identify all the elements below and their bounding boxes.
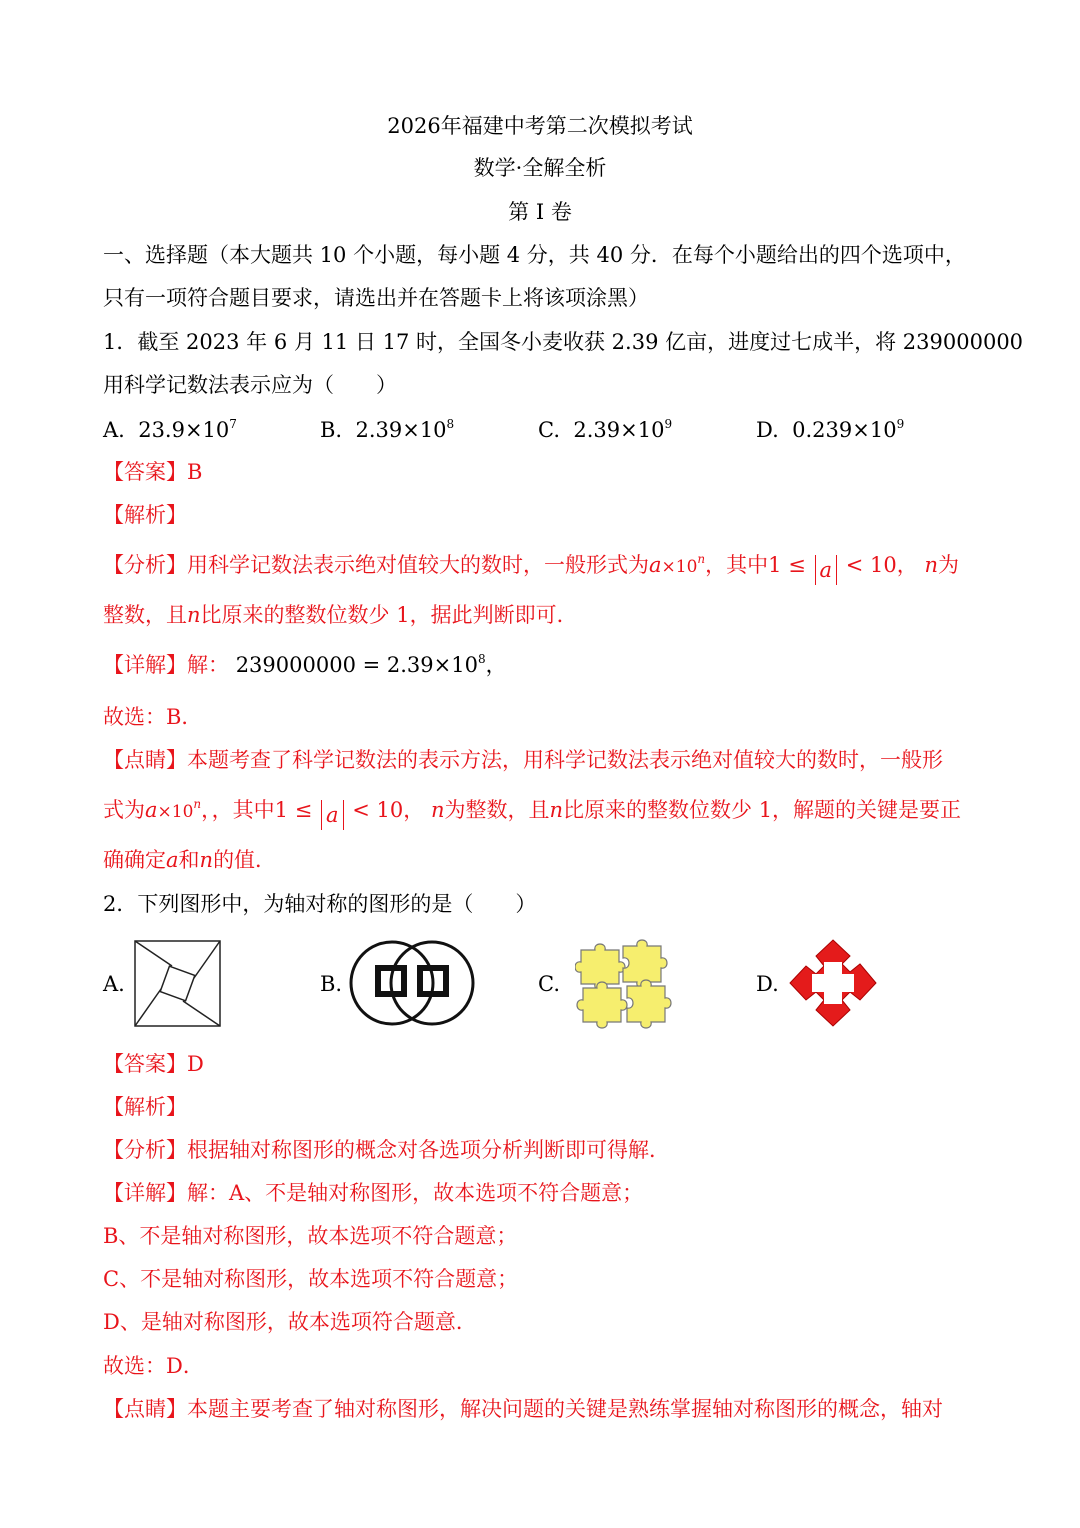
q1-stem-line2: 用科学记数法表示应为（ ） xyxy=(103,373,397,397)
q2-comment: 【点睛】本题主要考查了轴对称图形，解决问题的关键是熟练掌握轴对称图形的概念，轴对 xyxy=(103,1397,943,1421)
section-heading-line2: 只有一项符合题目要求，请选出并在答题卡上将该项涂黑） xyxy=(103,286,649,310)
q2-detail-line2: B、不是轴对称图形，故本选项不符合题意； xyxy=(103,1224,518,1248)
q2-solution-heading: 【解析】 xyxy=(103,1095,187,1119)
q1-analysis-line2: 整数，且n比原来的整数位数少 1，据此判断即可． xyxy=(103,603,578,627)
q2-figure-b-coins xyxy=(348,938,478,1028)
q2-option-b-label: B. xyxy=(320,972,343,996)
q1-stem-line1: 1．截至 2023 年 6 月 11 日 17 时，全国冬小麦收获 2.39 亿亩，进度过七成半，将 239000000 xyxy=(103,330,1024,354)
q1-answer: 【答案】B xyxy=(103,460,203,484)
q1-comment-line1: 【点睛】本题考查了科学记数法的表示方法，用科学记数法表示绝对值较大的数时，一般形 xyxy=(103,748,943,772)
q2-detail-line3: C、不是轴对称图形，故本选项不符合题意； xyxy=(103,1267,519,1291)
q2-option-a-label: A. xyxy=(103,972,125,996)
q1-option-a: A. $23.9\times 10^7$ xyxy=(103,417,237,442)
q1-comment-line3: 确确定a和n的值． xyxy=(103,848,277,872)
q2-figure-c-puzzle-pieces xyxy=(575,938,673,1034)
q1-option-c: C. $2.39\times 10^9$ xyxy=(538,417,673,442)
q2-detail-line1: 【详解】解：A、不是轴对称图形，故本选项不符合题意； xyxy=(103,1181,644,1205)
q2-stem: 2．下列图形中，为轴对称的图形的是（ ） xyxy=(103,892,537,916)
q2-figure-a-square-pinwheel xyxy=(134,940,222,1028)
q2-option-c-label: C. xyxy=(538,972,560,996)
q1-analysis-line1: 【分析】用科学记数法表示绝对值较大的数时，一般形式为$a\times 10^n$，其中1 ≤ a < 10， n为 xyxy=(103,551,959,585)
section-heading-line1: 一、选择题（本大题共 10 个小题，每小题 4 分，共 40 分．在每个小题给出的四个选项中， xyxy=(103,243,966,267)
page-subtitle: 数学·全解全析 xyxy=(473,156,607,180)
q2-detail-line4: D、是轴对称图形，故本选项符合题意． xyxy=(103,1310,477,1334)
q1-choose: 故选：B． xyxy=(103,705,203,729)
volume-label: 第 I 卷 xyxy=(508,200,572,224)
q2-choose: 故选：D． xyxy=(103,1354,204,1378)
q1-detail: 【详解】解： $239000000 = 2.39\times 10^8$， xyxy=(103,652,507,677)
page-title: 2026年福建中考第二次模拟考试 xyxy=(387,114,693,138)
q2-analysis: 【分析】根据轴对称图形的概念对各选项分析判断即可得解． xyxy=(103,1138,670,1162)
q2-figure-d-red-cross xyxy=(788,938,878,1028)
q1-comment-line2: 式为$a\times 10^n$，，其中1 ≤ a < 10， n为整数，且n比原来的整数位数少 1，解题的关键是要正 xyxy=(103,796,961,830)
q2-option-d-label: D. xyxy=(756,972,779,996)
q1-option-b: B. $2.39\times 10^8$ xyxy=(320,417,455,442)
q2-answer: 【答案】D xyxy=(103,1052,204,1076)
q1-solution-heading: 【解析】 xyxy=(103,503,187,527)
q1-option-d: D. $0.239\times 10^9$ xyxy=(756,417,905,442)
